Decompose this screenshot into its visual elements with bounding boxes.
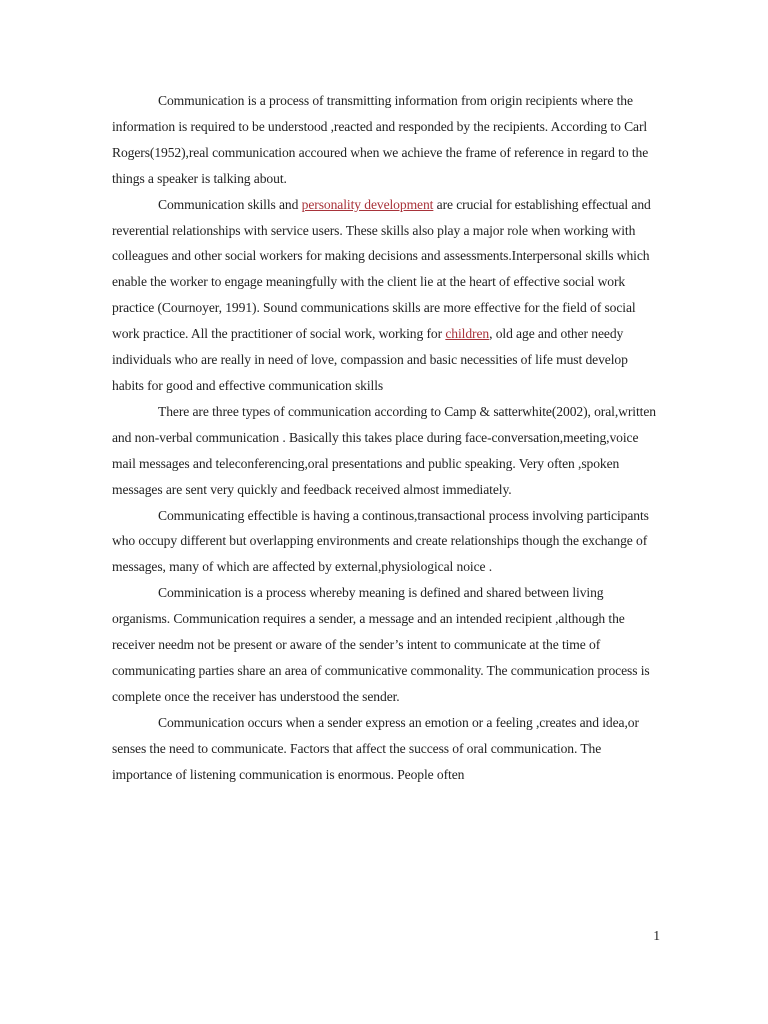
children-link[interactable]: children [445,326,490,342]
paragraph-6: Communication occurs when a sender express an emotion or a feeling ,creates and idea,or senses the need to communicate. Factors that affect the success of oral communication. The importance of listening communication is enormous. People often [112,714,639,782]
paragraph-3: There are three types of communication according to Camp & satterwhite(2002), oral,written and non-verbal communication . Basically this takes place during face-conversation,meeting,voice mail messages and teleconferencing,oral presentations and public speaking. Very often ,spoken messages are sent very quickly and feedback received almost immediately. [112,403,656,497]
personality-development-link[interactable]: personality development [301,196,434,212]
paragraph-2-text-a: Communication skills and [158,196,302,212]
paragraph-4: Communicating effectible is having a continous,transactional process involving participants who occupy different but overlapping environments and create relationships though the exchange of messages, many of which are affected by external,physiological noice . [112,507,649,575]
paragraph-2 [112,192,657,399]
paragraph-1: Communication is a process of transmitting information from origin recipients where the information is required to be understood ,reacted and responded by the recipients. According to Carl Rogers(1952),real communication accoured when we achieve the frame of reference in regard to the things a speaker is talking about. [112,93,649,186]
page-number: 1 [653,928,660,943]
paragraph-2-text-b: are crucial for establishing effectual and reverential relationships with service users. These skills also play a major role when working with colleagues and other social workers for making decisions and assessments.Interpersonal skills which enable the worker to engage meaningfully with the client lie at the heart of effective social work practice (Cournoyer, 1991). Sound communications skills are more effective for the field of social work practice. All the practitioner of social work, working for [112,196,651,342]
paragraph-2-text-c: , old age and other needy individuals who are really in need of love, compassion and basic necessities of life must develop habits for good and effective communication skills [112,326,628,393]
document-body [112,88,657,787]
paragraph-5: Comminication is a process whereby meaning is defined and shared between living organisms. Communication requires a sender, a message and an intended recipient ,although the receiver needm not be present or aware of the sender’s intent to communicate at the time of communicating parties share an area of communicative commonality. The communication process is complete once the receiver has understood the sender. [112,585,650,704]
